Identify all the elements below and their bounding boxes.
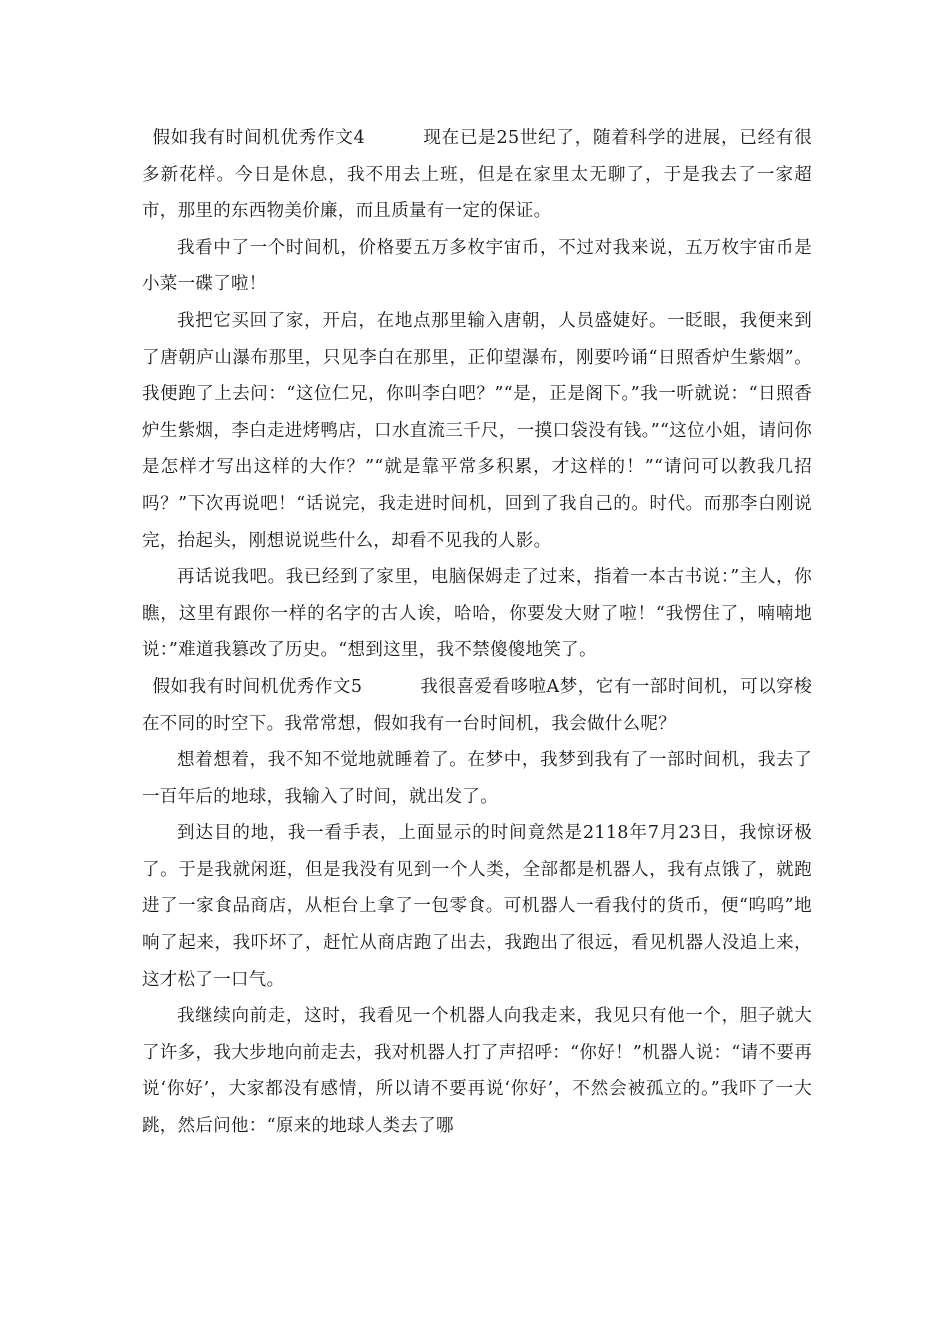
paragraph-8: 我继续向前走，这时，我看见一个机器人向我走来，我见只有他一个，胆子就大了许多，我大步地向前走去，我对机器人打了声招呼：“你好！”机器人说：“请不要再说‘你好’，大家都没有感情，所以请不要再说‘你好’，不然会被孤立的。”我吓了一大跳，然后问他：“原来的地球人类去了哪 — [142, 1006, 812, 1137]
paragraph-2: 我看中了一个时间机，价格要五万多枚宇宙币，不过对我来说，五万枚宇宙币是小菜一碟了啦！ — [142, 237, 812, 295]
paragraph-7: 到达目的地，我一看手表，上面显示的时间竟然是2118年7月23日，我惊讶极了。于是我就闲逛，但是我没有见到一个人类，全部都是机器人，我有点饿了，就跑进了一家食品商店，从柜台上拿了一包零食。可机器人一看我付的货币，便“呜呜”地响了起来，我吓坏了，赶忙从商店跑了出去，我跑出了很远，看见机器人没追上来，这才松了一口气。 — [142, 823, 812, 990]
paragraph-text: 现在已是25世纪了，随着科学的进展，已经有很多新花样。今日是休息，我不用去上班，但是在家里太无聊了，于是我去了一家超市，那里的东西物美价廉，而且质量有一定的保证。 — [142, 128, 813, 222]
essay-page — [142, 120, 812, 1145]
paragraph-1 — [142, 120, 812, 230]
paragraph-5 — [142, 669, 812, 742]
paragraph-6: 想着想着，我不知不觉地就睡着了。在梦中，我梦到我有了一部时间机，我去了一百年后的地球，我输入了时间，就出发了。 — [142, 750, 812, 807]
paragraph-text: 我很喜爱看哆啦A梦，它有一部时间机，可以穿梭在不同的时空下。我常常想，假如我有一台时间机，我会做什么呢？ — [142, 676, 812, 734]
paragraph-3: 我把它买回了家，开启，在地点那里输入唐朝，人员盛婕好。一眨眼，我便来到了唐朝庐山瀑布那里，只见李白在那里，正仰望瀑布，刚要吟诵“日照香炉生紫烟”。我便跑了上去问：“这位仁兄，你叫李白吧？”“是，正是阁下。”我一听就说：“日照香炉生紫烟，李白走进烤鸭店，口水直流三千尺，一摸口袋没有钱。”“这位小姐，请问你是怎样才写出这样的大作？”“就是靠平常多积累，才这样的！”“请问可以教我几招吗？”下次再说吧！“话说完，我走进时间机，回到了我自己的。时代。而那李白刚说完，抬起头，刚想说说些什么，却看不见我的人影。 — [142, 310, 812, 551]
paragraph-4: 再话说我吧。我已经到了家里，电脑保姆走了过来，指着一本古书说：”主人，你瞧，这里有跟你一样的名字的古人诶，哈哈，你要发大财了啦！“我愣住了，喃喃地说：”难道我篡改了历史。“想到这里，我不禁傻傻地笑了。 — [142, 567, 812, 661]
essay-title-5: 假如我有时间机优秀作文5 — [152, 676, 363, 697]
essay-title-4: 假如我有时间机优秀作文4 — [152, 128, 366, 148]
